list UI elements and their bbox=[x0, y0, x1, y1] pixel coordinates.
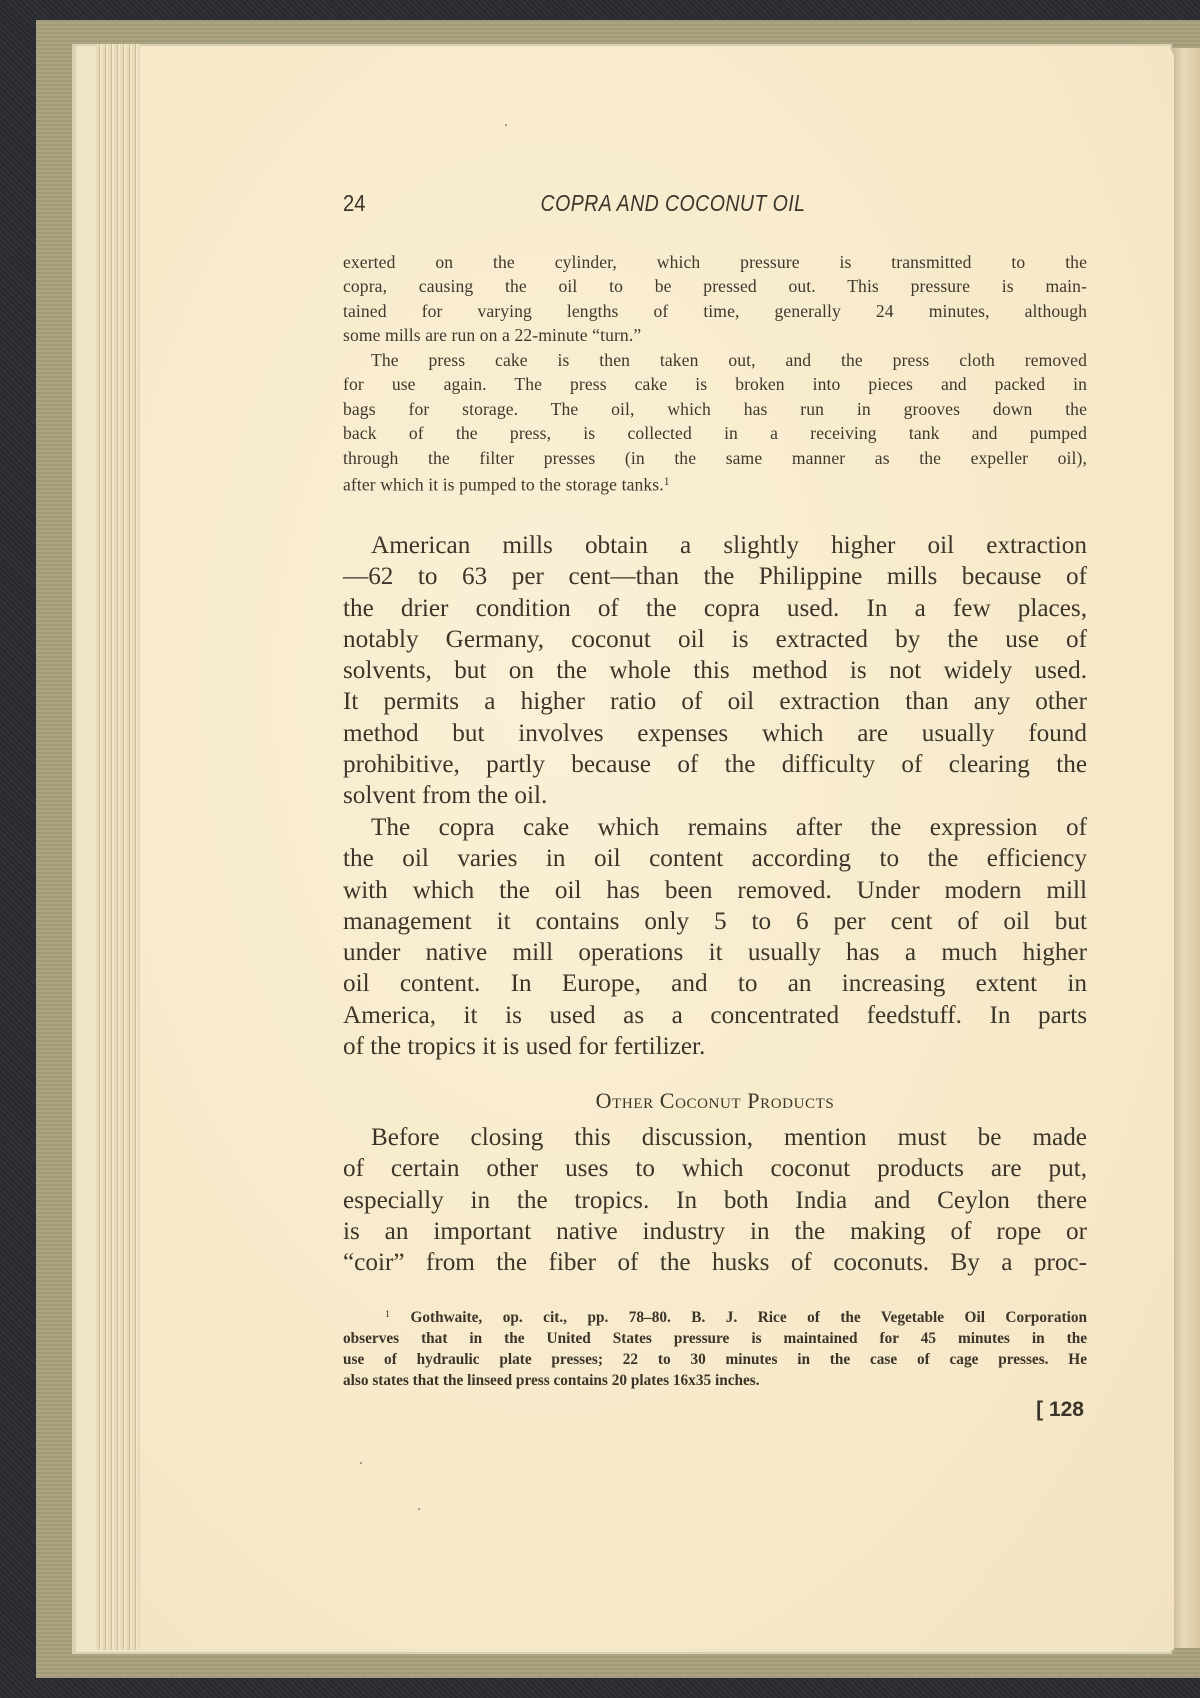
text-line: —62 to 63 per cent—than the Philippine mills because of bbox=[343, 563, 1087, 591]
text-line: some mills are run on a 22-minute “turn.” bbox=[343, 325, 642, 346]
text-line: prohibitive, partly because of the difficulty of clearing the bbox=[343, 751, 1087, 779]
paper-speck bbox=[418, 1508, 420, 1510]
paragraph-large-2 bbox=[343, 812, 1087, 1062]
text-line: method but involves expenses which are usually found bbox=[343, 719, 1087, 747]
text-line: Before closing this discussion, mention must be made bbox=[371, 1124, 1087, 1151]
text-line: The copra cake which remains after the expression of bbox=[371, 814, 1087, 841]
text-line: bags for storage. The oil, which has run in grooves down the bbox=[343, 398, 1087, 419]
text-line: especially in the tropics. In both India and Ceylon there bbox=[343, 1186, 1087, 1214]
text-line: is an important native industry in the making of rope or bbox=[343, 1217, 1087, 1245]
text-line: the drier condition of the copra used. In a few places, bbox=[343, 594, 1087, 622]
text-line: management it contains only 5 to 6 per cent of oil but bbox=[343, 907, 1087, 935]
text-line: America, it is used as a concentrated feedstuff. In parts bbox=[343, 1001, 1087, 1029]
text-line: American mills obtain a slightly higher oil extraction bbox=[371, 532, 1087, 559]
paragraph-other-products bbox=[343, 1122, 1087, 1278]
text-line: exerted on the cylinder, which pressure is transmitted to the bbox=[343, 252, 1087, 272]
page-edges-left bbox=[96, 44, 142, 1650]
text-line: solvents, but on the whole this method is not widely used. bbox=[343, 657, 1087, 685]
paper-speck bbox=[360, 1462, 362, 1464]
section-heading: Other Coconut Products bbox=[595, 1088, 835, 1113]
text-line: notably Germany, coconut oil is extracted by the use of bbox=[343, 625, 1087, 653]
footnote-marker: 1 bbox=[385, 1309, 390, 1320]
text-line: oil content. In Europe, and to an increasing extent in bbox=[343, 970, 1087, 998]
text-line-content: after which it is pumped to the storage tanks. bbox=[343, 474, 664, 495]
text-line: solvent from the oil. bbox=[343, 782, 548, 810]
text-line: through the filter presses (in the same manner as the expeller oil), bbox=[343, 447, 1087, 468]
paragraph-small-2 bbox=[343, 348, 1087, 497]
page-number: 24 bbox=[343, 190, 366, 216]
text-line: with which the oil has been removed. Under modern mill bbox=[343, 876, 1087, 904]
footnote-reference[interactable]: 1 bbox=[663, 476, 670, 489]
footnote-line: use of hydraulic plate presses; 22 to 30 minutes in the case of cage presses. He bbox=[343, 1350, 1087, 1368]
text-line: back of the press, is collected in a receiving tank and pumped bbox=[343, 423, 1087, 444]
footnote-line bbox=[343, 1304, 1087, 1328]
text-line: of the tropics it is used for fertilizer. bbox=[343, 1033, 706, 1061]
paragraph-large-1 bbox=[343, 530, 1087, 812]
text-line: copra, causing the oil to be pressed out. This pressure is main- bbox=[343, 276, 1087, 297]
running-title: COPRA AND COCONUT OIL bbox=[540, 190, 806, 216]
footnote-text: Gothwaite, op. cit., pp. 78–80. B. J. Rice of the Vegetable Oil Corporation bbox=[410, 1308, 1087, 1326]
paper-speck bbox=[505, 124, 507, 126]
text-line: under native mill operations it usually has a much higher bbox=[343, 939, 1087, 967]
footnote bbox=[343, 1304, 1087, 1391]
text-line: of certain other uses to which coconut products are put, bbox=[343, 1155, 1087, 1183]
text-line: the oil varies in oil content according to the efficiency bbox=[343, 845, 1087, 873]
signature-mark: [ 128 bbox=[1036, 1398, 1084, 1421]
text-line: tained for varying lengths of time, generally 24 minutes, although bbox=[343, 300, 1087, 321]
footnote-line: also states that the linseed press contains 20 plates 16x35 inches. bbox=[343, 1371, 760, 1389]
text-line: It permits a higher ratio of oil extraction than any other bbox=[343, 688, 1087, 716]
text-line bbox=[343, 470, 1087, 497]
running-head bbox=[343, 190, 1003, 226]
text-line: The press cake is then taken out, and the press cloth removed bbox=[371, 350, 1087, 370]
footnote-line: observes that in the United States pressure is maintained for 45 minutes in the bbox=[343, 1329, 1087, 1347]
text-line: for use again. The press cake is broken into pieces and packed in bbox=[343, 374, 1087, 395]
page-edges-right bbox=[1172, 48, 1200, 1648]
text-line: “coir” from the fiber of the husks of coconuts. By a proc- bbox=[343, 1249, 1087, 1277]
paragraph-small-1 bbox=[343, 250, 1087, 348]
